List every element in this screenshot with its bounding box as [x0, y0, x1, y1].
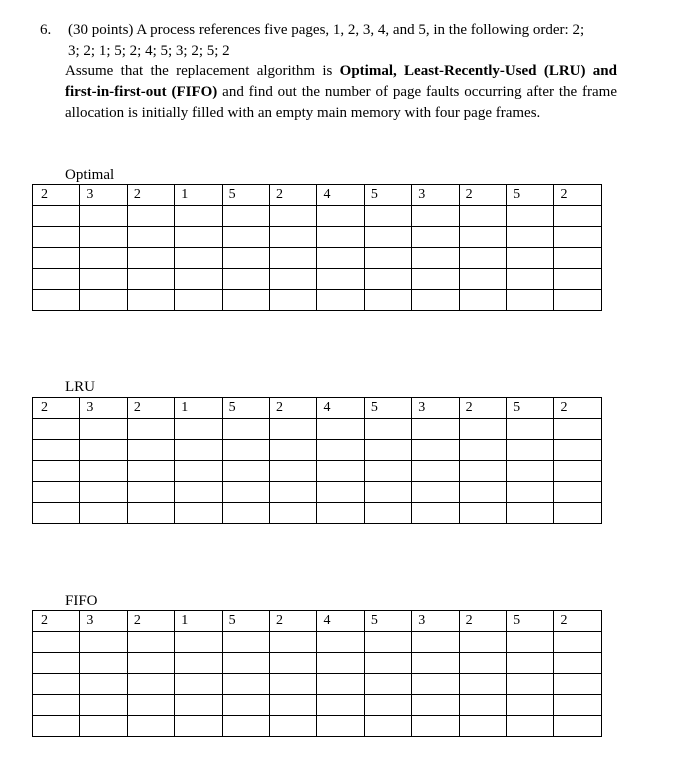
frame-cell[interactable]: [222, 503, 269, 524]
frame-cell[interactable]: [459, 674, 506, 695]
frame-cell[interactable]: [364, 269, 411, 290]
frame-cell[interactable]: [175, 632, 222, 653]
frame-cell[interactable]: [270, 440, 317, 461]
frame-cell[interactable]: [507, 482, 554, 503]
frame-cell[interactable]: [459, 290, 506, 311]
frame-cell[interactable]: [270, 248, 317, 269]
frame-cell[interactable]: [33, 653, 80, 674]
reference-cell: 5: [364, 185, 411, 206]
reference-string-row: [33, 185, 602, 206]
frame-cell[interactable]: [364, 248, 411, 269]
frame-cell[interactable]: [507, 419, 554, 440]
frame-cell[interactable]: [554, 653, 602, 674]
frame-cell[interactable]: [33, 632, 80, 653]
frame-cell[interactable]: [459, 206, 506, 227]
frame-cell[interactable]: [554, 461, 602, 482]
frame-cell[interactable]: [127, 461, 174, 482]
frame-cell[interactable]: [80, 503, 127, 524]
frame-row: [33, 716, 602, 737]
optimal-label: Optimal: [65, 167, 115, 183]
frame-cell[interactable]: [364, 695, 411, 716]
reference-cell: 2: [270, 398, 317, 419]
frame-cell[interactable]: [507, 503, 554, 524]
frame-cell[interactable]: [127, 206, 174, 227]
frame-cell[interactable]: [80, 674, 127, 695]
frame-cell[interactable]: [412, 674, 459, 695]
frame-cell[interactable]: [554, 674, 602, 695]
reference-cell: 4: [317, 611, 364, 632]
frame-cell[interactable]: [554, 695, 602, 716]
frame-cell[interactable]: [222, 290, 269, 311]
frame-cell[interactable]: [412, 269, 459, 290]
reference-cell: 5: [507, 611, 554, 632]
frame-row: [33, 632, 602, 653]
frame-row: [33, 269, 602, 290]
frame-cell[interactable]: [270, 419, 317, 440]
frame-cell[interactable]: [127, 248, 174, 269]
frame-cell[interactable]: [317, 716, 364, 737]
reference-cell: 2: [33, 398, 80, 419]
frame-cell[interactable]: [554, 290, 602, 311]
reference-cell: 2: [127, 185, 174, 206]
frame-cell[interactable]: [412, 461, 459, 482]
frame-cell[interactable]: [554, 419, 602, 440]
frame-cell[interactable]: [507, 248, 554, 269]
frame-row: [33, 419, 602, 440]
frame-cell[interactable]: [412, 419, 459, 440]
paragraph-algorithms: Optimal, Least-Recently-Used (LRU) and first-in-first-out (FIFO): [65, 63, 617, 100]
frame-cell[interactable]: [317, 695, 364, 716]
lru-label: LRU: [65, 379, 95, 395]
frame-cell[interactable]: [127, 653, 174, 674]
frame-cell[interactable]: [222, 440, 269, 461]
lru-table: [32, 397, 602, 524]
frame-cell[interactable]: [412, 482, 459, 503]
reference-cell: 3: [412, 185, 459, 206]
question-line-1: (30 points) A process references five pages, 1, 2, 3, 4, and 5, in the following order: 2;: [68, 22, 585, 38]
frame-cell[interactable]: [80, 461, 127, 482]
frame-cell[interactable]: [507, 227, 554, 248]
frame-cell[interactable]: [270, 674, 317, 695]
frame-cell[interactable]: [412, 248, 459, 269]
frame-row: [33, 290, 602, 311]
frame-cell[interactable]: [175, 461, 222, 482]
frame-row: [33, 440, 602, 461]
reference-cell: 2: [33, 185, 80, 206]
frame-cell[interactable]: [412, 227, 459, 248]
reference-cell: 2: [554, 611, 602, 632]
reference-cell: 1: [175, 611, 222, 632]
frame-cell[interactable]: [80, 695, 127, 716]
frame-cell[interactable]: [364, 653, 411, 674]
frame-cell[interactable]: [175, 248, 222, 269]
frame-cell[interactable]: [222, 227, 269, 248]
reference-cell: 1: [175, 398, 222, 419]
reference-cell: 3: [80, 185, 127, 206]
frame-cell[interactable]: [459, 461, 506, 482]
fifo-table: [32, 610, 602, 737]
frame-row: [33, 227, 602, 248]
frame-row: [33, 674, 602, 695]
frame-cell[interactable]: [507, 716, 554, 737]
frame-cell[interactable]: [317, 419, 364, 440]
reference-cell: 4: [317, 185, 364, 206]
frame-cell[interactable]: [33, 440, 80, 461]
frame-cell[interactable]: [364, 632, 411, 653]
frame-cell[interactable]: [80, 227, 127, 248]
frame-cell[interactable]: [33, 290, 80, 311]
frame-cell[interactable]: [554, 632, 602, 653]
frame-cell[interactable]: [507, 674, 554, 695]
reference-cell: 3: [412, 611, 459, 632]
frame-cell[interactable]: [127, 269, 174, 290]
frame-cell[interactable]: [175, 206, 222, 227]
frame-cell[interactable]: [507, 632, 554, 653]
frame-cell[interactable]: [127, 632, 174, 653]
frame-cell[interactable]: [459, 632, 506, 653]
frame-cell[interactable]: [507, 461, 554, 482]
frame-cell[interactable]: [222, 461, 269, 482]
frame-cell[interactable]: [459, 653, 506, 674]
reference-cell: 2: [127, 398, 174, 419]
reference-string-row: [33, 398, 602, 419]
reference-cell: 3: [80, 611, 127, 632]
frame-cell[interactable]: [33, 269, 80, 290]
reference-cell: 5: [222, 398, 269, 419]
frame-cell[interactable]: [270, 206, 317, 227]
frame-cell[interactable]: [507, 653, 554, 674]
frame-cell[interactable]: [33, 419, 80, 440]
frame-cell[interactable]: [127, 419, 174, 440]
frame-cell[interactable]: [175, 419, 222, 440]
frame-cell[interactable]: [364, 290, 411, 311]
frame-cell[interactable]: [222, 269, 269, 290]
frame-cell[interactable]: [222, 674, 269, 695]
frame-cell[interactable]: [317, 290, 364, 311]
frame-cell[interactable]: [33, 248, 80, 269]
frame-cell[interactable]: [364, 419, 411, 440]
frame-cell[interactable]: [80, 440, 127, 461]
frame-cell[interactable]: [175, 653, 222, 674]
frame-cell[interactable]: [317, 632, 364, 653]
frame-cell[interactable]: [222, 419, 269, 440]
frame-cell[interactable]: [364, 482, 411, 503]
frame-cell[interactable]: [175, 227, 222, 248]
frame-cell[interactable]: [80, 716, 127, 737]
frame-cell[interactable]: [412, 503, 459, 524]
frame-cell[interactable]: [459, 716, 506, 737]
frame-cell[interactable]: [317, 674, 364, 695]
frame-cell[interactable]: [364, 716, 411, 737]
frame-cell[interactable]: [364, 227, 411, 248]
frame-cell[interactable]: [80, 206, 127, 227]
frame-cell[interactable]: [33, 695, 80, 716]
frame-cell[interactable]: [33, 674, 80, 695]
frame-cell[interactable]: [80, 632, 127, 653]
frame-cell[interactable]: [317, 653, 364, 674]
frame-row: [33, 461, 602, 482]
frame-cell[interactable]: [364, 206, 411, 227]
reference-cell: 4: [317, 398, 364, 419]
frame-cell[interactable]: [317, 206, 364, 227]
frame-row: [33, 206, 602, 227]
frame-cell[interactable]: [80, 290, 127, 311]
frame-cell[interactable]: [175, 503, 222, 524]
reference-cell: 2: [33, 611, 80, 632]
question-paragraph: [65, 61, 617, 124]
reference-cell: 5: [222, 185, 269, 206]
frame-cell[interactable]: [364, 461, 411, 482]
frame-cell[interactable]: [33, 206, 80, 227]
frame-cell[interactable]: [270, 269, 317, 290]
reference-cell: 5: [507, 398, 554, 419]
frame-cell[interactable]: [270, 227, 317, 248]
frame-cell[interactable]: [222, 248, 269, 269]
frame-cell[interactable]: [507, 269, 554, 290]
frame-cell[interactable]: [80, 248, 127, 269]
frame-cell[interactable]: [270, 653, 317, 674]
frame-cell[interactable]: [33, 716, 80, 737]
frame-cell[interactable]: [459, 440, 506, 461]
frame-cell[interactable]: [175, 290, 222, 311]
reference-cell: 3: [412, 398, 459, 419]
reference-cell: 2: [459, 398, 506, 419]
frame-cell[interactable]: [412, 653, 459, 674]
frame-cell[interactable]: [222, 632, 269, 653]
frame-row: [33, 695, 602, 716]
question-number: 6.: [40, 22, 52, 38]
frame-cell[interactable]: [317, 503, 364, 524]
frame-cell[interactable]: [80, 482, 127, 503]
reference-cell: 2: [554, 185, 602, 206]
frame-cell[interactable]: [554, 269, 602, 290]
reference-cell: 5: [364, 611, 411, 632]
paragraph-text-start: Assume that the replacement algorithm is: [65, 63, 340, 79]
frame-cell[interactable]: [127, 227, 174, 248]
reference-cell: 2: [127, 611, 174, 632]
frame-cell[interactable]: [554, 248, 602, 269]
frame-cell[interactable]: [459, 269, 506, 290]
frame-cell[interactable]: [507, 440, 554, 461]
frame-cell[interactable]: [554, 716, 602, 737]
frame-cell[interactable]: [270, 695, 317, 716]
frame-cell[interactable]: [127, 482, 174, 503]
frame-cell[interactable]: [412, 632, 459, 653]
frame-cell[interactable]: [270, 716, 317, 737]
frame-cell[interactable]: [222, 206, 269, 227]
frame-row: [33, 482, 602, 503]
paragraph-text-end: and find out the number of page faults occurring after the frame allocation is initially filled with an empty main memory with four page frames.: [65, 84, 617, 121]
reference-cell: 5: [507, 185, 554, 206]
frame-cell[interactable]: [270, 461, 317, 482]
frame-cell[interactable]: [364, 503, 411, 524]
frame-cell[interactable]: [127, 674, 174, 695]
frame-cell[interactable]: [222, 695, 269, 716]
frame-cell[interactable]: [175, 440, 222, 461]
reference-string-row: [33, 611, 602, 632]
frame-cell[interactable]: [459, 503, 506, 524]
frame-cell[interactable]: [364, 440, 411, 461]
frame-cell[interactable]: [412, 695, 459, 716]
frame-cell[interactable]: [80, 269, 127, 290]
frame-cell[interactable]: [554, 440, 602, 461]
frame-cell[interactable]: [80, 419, 127, 440]
frame-cell[interactable]: [507, 206, 554, 227]
frame-row: [33, 248, 602, 269]
reference-cell: 2: [459, 185, 506, 206]
frame-cell[interactable]: [554, 206, 602, 227]
frame-cell[interactable]: [317, 269, 364, 290]
question-line-2: 3; 2; 1; 5; 2; 4; 5; 3; 2; 5; 2: [68, 43, 230, 59]
reference-cell: 2: [554, 398, 602, 419]
fifo-label: FIFO: [65, 593, 98, 609]
frame-cell[interactable]: [127, 695, 174, 716]
frame-cell[interactable]: [127, 503, 174, 524]
frame-cell[interactable]: [270, 632, 317, 653]
frame-cell[interactable]: [317, 482, 364, 503]
frame-cell[interactable]: [459, 227, 506, 248]
frame-cell[interactable]: [127, 716, 174, 737]
frame-cell[interactable]: [222, 482, 269, 503]
frame-cell[interactable]: [80, 653, 127, 674]
frame-cell[interactable]: [270, 482, 317, 503]
reference-cell: 3: [80, 398, 127, 419]
frame-cell[interactable]: [412, 440, 459, 461]
frame-cell[interactable]: [175, 695, 222, 716]
frame-cell[interactable]: [459, 419, 506, 440]
frame-cell[interactable]: [459, 482, 506, 503]
reference-cell: 5: [364, 398, 411, 419]
frame-cell[interactable]: [412, 716, 459, 737]
reference-cell: 2: [270, 185, 317, 206]
optimal-table: [32, 184, 602, 311]
frame-cell[interactable]: [507, 695, 554, 716]
frame-cell[interactable]: [175, 482, 222, 503]
reference-cell: 1: [175, 185, 222, 206]
reference-cell: 5: [222, 611, 269, 632]
frame-cell[interactable]: [412, 206, 459, 227]
frame-cell[interactable]: [33, 503, 80, 524]
frame-cell[interactable]: [412, 290, 459, 311]
frame-cell[interactable]: [317, 440, 364, 461]
frame-cell[interactable]: [459, 695, 506, 716]
frame-cell[interactable]: [222, 653, 269, 674]
frame-cell[interactable]: [175, 716, 222, 737]
frame-cell[interactable]: [33, 461, 80, 482]
frame-cell[interactable]: [554, 227, 602, 248]
frame-cell[interactable]: [364, 674, 411, 695]
frame-cell[interactable]: [127, 440, 174, 461]
frame-cell[interactable]: [270, 290, 317, 311]
frame-cell[interactable]: [459, 248, 506, 269]
frame-cell[interactable]: [270, 503, 317, 524]
frame-cell[interactable]: [317, 461, 364, 482]
frame-cell[interactable]: [175, 674, 222, 695]
frame-cell[interactable]: [554, 503, 602, 524]
frame-cell[interactable]: [222, 716, 269, 737]
frame-row: [33, 503, 602, 524]
frame-cell[interactable]: [507, 290, 554, 311]
frame-cell[interactable]: [317, 248, 364, 269]
frame-cell[interactable]: [33, 482, 80, 503]
reference-cell: 2: [459, 611, 506, 632]
frame-cell[interactable]: [33, 227, 80, 248]
frame-cell[interactable]: [317, 227, 364, 248]
reference-cell: 2: [270, 611, 317, 632]
frame-cell[interactable]: [554, 482, 602, 503]
frame-row: [33, 653, 602, 674]
frame-cell[interactable]: [127, 290, 174, 311]
frame-cell[interactable]: [175, 269, 222, 290]
